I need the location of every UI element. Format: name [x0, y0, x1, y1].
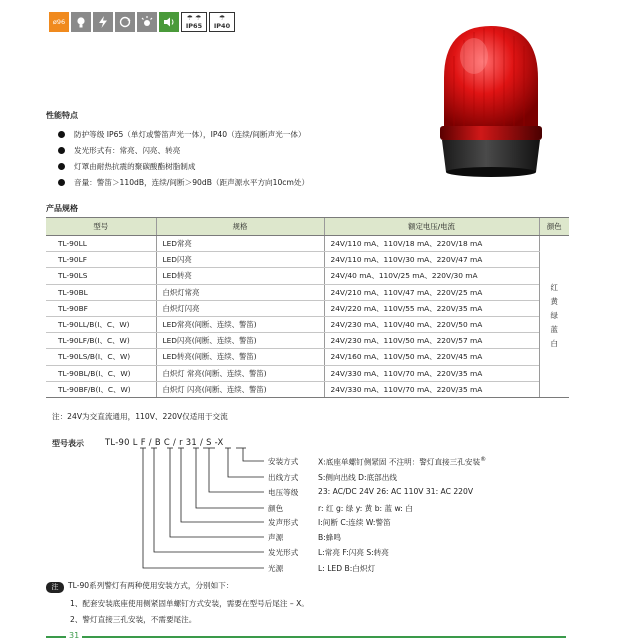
- voltage-cell: 24V/160 mA、110V/50 mA、220V/45 mA: [324, 349, 539, 365]
- sound-source-label: 声源: [268, 533, 284, 542]
- model-cell: TL-90BL: [46, 284, 156, 300]
- table-row: [46, 236, 569, 252]
- voltage-note: 注：24V为交直流通用，110V、220V仅适用于交流: [52, 412, 228, 421]
- install-method-value: X:底座单螺钉侧紧固 不注明：警灯直接三孔安装®: [318, 456, 487, 467]
- voltage-cell: 24V/230 mA、110V/50 mA、220V/57 mA: [324, 333, 539, 349]
- col-header-color: 颜色: [539, 218, 569, 236]
- red-warning-light-image: [430, 16, 552, 186]
- voltage-cell: 24V/330 mA、110V/70 mA、220V/35 mA: [324, 381, 539, 397]
- table-row: [46, 268, 569, 284]
- feature-item: 灯罩由耐热抗震的聚碳酸酯树脂制成: [58, 159, 438, 175]
- features-title: 性能特点: [46, 111, 78, 120]
- light-beam-icon: [137, 12, 157, 32]
- feature-item: 音量：警笛＞110dB，连续/间断＞90dB（距声源水平方向10cm处）: [58, 175, 438, 191]
- model-cell: TL-90LS: [46, 268, 156, 284]
- note-mark-icon: 注: [46, 582, 64, 593]
- umbrella-icon: ☂ ☂: [186, 14, 202, 22]
- page-number: 31: [66, 631, 82, 640]
- voltage-cell: 24V/220 mA、110V/55 mA、220V/35 mA: [324, 300, 539, 316]
- bullet-icon: [58, 179, 65, 186]
- install-note: 注 TL-90系列警灯有两种使用安装方式，分别如下：: [46, 580, 233, 593]
- table-row: [46, 252, 569, 268]
- bulb-icon: [71, 12, 91, 32]
- sound-form-label: 发声形式: [268, 518, 299, 527]
- bullet-icon: [58, 163, 65, 170]
- light-form-value: L:常亮 F:闪亮 S:转亮: [318, 548, 389, 557]
- model-code: TL-90 L F / B C / r 31 / S -X: [105, 437, 224, 447]
- table-header-row: [46, 218, 569, 236]
- table-row: [46, 349, 569, 365]
- table-row: [46, 333, 569, 349]
- feature-item: 发光形式有：常亮、闪亮、转亮: [58, 143, 438, 159]
- model-cell: TL-90LF: [46, 252, 156, 268]
- table-row: [46, 300, 569, 316]
- model-cell: TL-90BL/B(I、C、W): [46, 365, 156, 381]
- table-row: [46, 381, 569, 397]
- table-row: [46, 316, 569, 332]
- spec-cell: LED常亮(间断、连续、警笛): [156, 316, 324, 332]
- voltage-cell: 24V/210 mA、110V/47 mA、220V/25 mA: [324, 284, 539, 300]
- model-cell: TL-90BF/B(I、C、W): [46, 381, 156, 397]
- voltage-level-label: 电压等级: [268, 488, 299, 497]
- install-method-label: 安装方式: [268, 457, 299, 466]
- voltage-cell: 24V/330 mA、110V/70 mA、220V/35 mA: [324, 365, 539, 381]
- feature-item: 防护等级 IP65（单灯或警笛声光一体），IP40（连续/间断声光一体）: [58, 127, 438, 143]
- table-row: [46, 284, 569, 300]
- footer-rule: [46, 636, 566, 638]
- col-header-spec: 规格: [156, 218, 324, 236]
- flash-icon: [93, 12, 113, 32]
- light-source-value: L: LED B:白炽灯: [318, 564, 376, 573]
- light-source-label: 光源: [268, 564, 284, 573]
- col-header-model: 型号: [46, 218, 156, 236]
- ip40-badge: ☂ IP40: [209, 12, 235, 32]
- bullet-icon: [58, 131, 65, 138]
- voltage-cell: 24V/110 mA、110V/18 mA、220V/18 mA: [324, 236, 539, 252]
- buzzer-sound-icon: [159, 12, 179, 32]
- spec-cell: 白炽灯 闪亮(间断、连续、警笛): [156, 381, 324, 397]
- voltage-cell: 24V/110 mA、110V/30 mA、220V/47 mA: [324, 252, 539, 268]
- color-cell: 红 黄 绿 蓝 白: [539, 236, 569, 398]
- sound-form-value: I:间断 C:连续 W:警笛: [318, 518, 391, 527]
- color-label: 颜色: [268, 504, 284, 513]
- sound-source-value: B:蜂鸣: [318, 533, 341, 542]
- spec-cell: 白炽灯闪亮: [156, 300, 324, 316]
- install-note-line: 1、配套安装底座使用侧紧固单螺钉方式安装，需要在型号后尾注 – X。: [70, 599, 309, 608]
- features-list: [58, 127, 438, 191]
- model-cell: TL-90BF: [46, 300, 156, 316]
- col-header-voltage: 额定电压/电流: [324, 218, 539, 236]
- spec-cell: 白炽灯常亮: [156, 284, 324, 300]
- table-row: [46, 365, 569, 381]
- outlet-method-value: S:侧向出线 D:底部出线: [318, 473, 397, 482]
- registered-mark-icon: ®: [480, 456, 487, 463]
- color-value: r: 红 g: 绿 y: 黄 b: 蓝 w: 白: [318, 504, 413, 513]
- model-cell: TL-90LF/B(I、C、W): [46, 333, 156, 349]
- model-cell: TL-90LL: [46, 236, 156, 252]
- voltage-cell: 24V/40 mA、110V/25 mA、220V/30 mA: [324, 268, 539, 284]
- voltage-cell: 24V/230 mA、110V/40 mA、220V/50 mA: [324, 316, 539, 332]
- bullet-icon: [58, 147, 65, 154]
- spec-title: 产品规格: [46, 204, 78, 213]
- spec-cell: LED闪亮: [156, 252, 324, 268]
- light-form-label: 发光形式: [268, 548, 299, 557]
- spec-cell: LED转亮(间断、连续、警笛): [156, 349, 324, 365]
- spec-table: [46, 217, 569, 398]
- model-cell: TL-90LS/B(I、C、W): [46, 349, 156, 365]
- spec-cell: LED常亮: [156, 236, 324, 252]
- spec-cell: 白炽灯 常亮(间断、连续、警笛): [156, 365, 324, 381]
- rotate-icon: [115, 12, 135, 32]
- size-badge: ø96: [49, 12, 69, 32]
- model-designation-title: 型号表示: [52, 439, 84, 448]
- install-note-line: 2、警灯直接三孔安装，不需要尾注。: [70, 615, 197, 624]
- spec-badges: [49, 12, 235, 32]
- spec-cell: LED转亮: [156, 268, 324, 284]
- umbrella-icon: ☂: [218, 14, 226, 22]
- ip65-badge: ☂ ☂ IP65: [181, 12, 207, 32]
- voltage-level-value: 23: AC/DC 24V 26: AC 110V 31: AC 220V: [318, 487, 474, 496]
- model-cell: TL-90LL/B(I、C、W): [46, 316, 156, 332]
- spec-cell: LED闪亮(间断、连续、警笛): [156, 333, 324, 349]
- outlet-method-label: 出线方式: [268, 473, 299, 482]
